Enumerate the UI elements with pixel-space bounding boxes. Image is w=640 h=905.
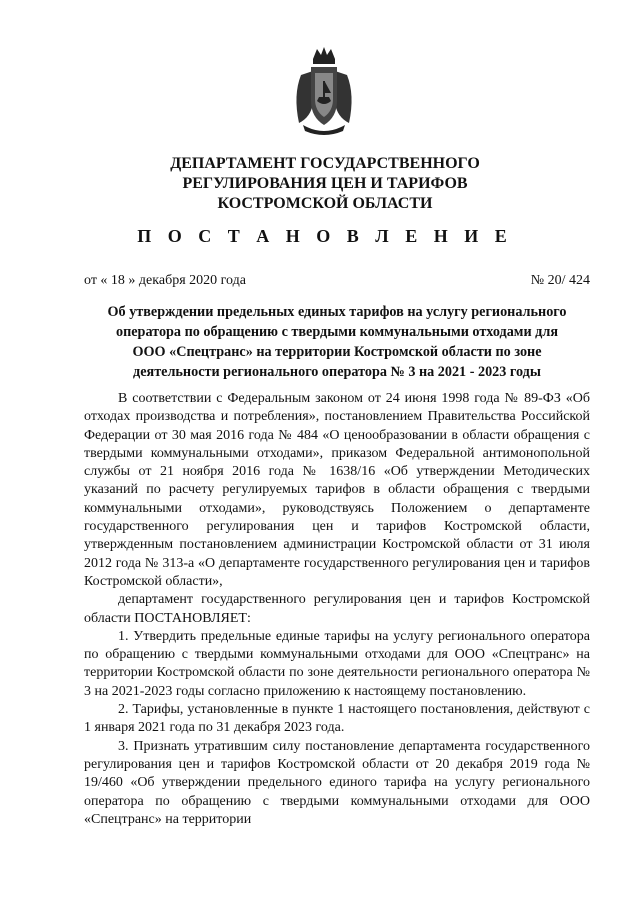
document-number: № 20/ 424 <box>530 273 590 288</box>
document-type-title: П О С Т А Н О В Л Е Н И Е <box>137 226 513 246</box>
coat-of-arms-icon <box>291 45 357 135</box>
clause-paragraph: 1. Утвердить предельные единые тарифы на услугу регионального оператора по обращению с твердыми коммунальными отходами для ООО «Спецтранс» на территории Костромской области по зоне деятельности регионального оператора № 3 на 2021-2023 годы согласно приложению к настоящему постановлению. <box>84 628 590 699</box>
subject-line: деятельности регионального оператора № 3 на 2021 - 2023 годы <box>133 364 541 380</box>
department-line: РЕГУЛИРОВАНИЯ ЦЕН И ТАРИФОВ <box>182 175 468 192</box>
subject-line: ООО «Спецтранс» на территории Костромской области по зоне <box>132 344 542 360</box>
department-line: КОСТРОМСКОЙ ОБЛАСТИ <box>217 195 433 212</box>
resolution-paragraph: департамент государственного регулирования цен и тарифов Костромской области ПОСТАНОВЛЯЕТ: <box>84 592 590 626</box>
subject-line: оператора по обращению с твердыми коммунальными отходами для <box>115 324 558 340</box>
document-date: от « 18 » декабря 2020 года <box>84 273 246 288</box>
department-line: ДЕПАРТАМЕНТ ГОСУДАРСТВЕННОГО <box>170 155 480 172</box>
department-name <box>0 154 640 214</box>
clause-paragraph: 2. Тарифы, установленные в пункте 1 настоящего постановления, действуют с 1 января 2021 года по 31 декабря 2023 года. <box>84 702 590 736</box>
document-subject <box>80 302 594 382</box>
subject-line: Об утверждении предельных единых тарифов на услугу регионального <box>107 304 567 320</box>
preamble-paragraph: В соответствии с Федеральным законом от 24 июня 1998 года № 89-ФЗ «Об отходах производства и потребления», постановлением Правительства Российской Федерации от 30 мая 2016 года № 484 «О ценообразовании в области обращения с твердыми коммунальными отходами», приказом Федеральной антимонопольной службы от 21 ноября 2016 года № 1638/16 «Об утверждении Методических указаний по расчету регулируемых тарифов в области обращения с твердыми коммунальными отходами», руководствуясь Положением о департаменте государственного регулирования цен и тарифов Костромской области, утвержденным постановлением администрации Костромской области от 31 июля 2012 года № 313-а «О департаменте государственного регулирования цен и тарифов Костромской области», <box>84 391 590 589</box>
clause-paragraph: 3. Признать утратившим силу постановление департамента государственного регулирования цен и тарифов Костромской области от 20 декабря 2019 года № 19/460 «Об утверждении предельного единого тарифа на услугу регионального оператора по обращению с твердыми коммунальными отходами для ООО «Спецтранс» на территории <box>84 738 590 827</box>
document-body <box>84 390 590 829</box>
